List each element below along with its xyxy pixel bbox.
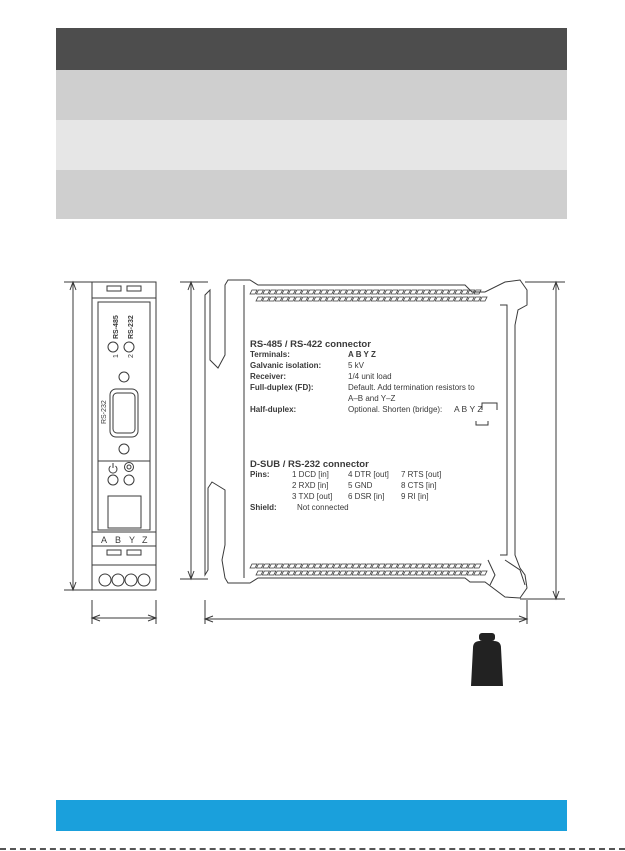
vent-slot: [371, 297, 378, 301]
vent-slot: [410, 297, 417, 301]
vent-slot: [371, 571, 378, 575]
vent-slot: [429, 571, 436, 575]
shield-key: Shield:: [250, 503, 277, 512]
pins-key: Pins:: [250, 470, 270, 479]
vent-slot: [352, 571, 359, 575]
pin-entry: 5 GND: [348, 481, 373, 490]
vent-slot: [384, 297, 391, 301]
vent-slot: [474, 571, 481, 575]
vent-slot: [416, 571, 423, 575]
vent-slot: [352, 297, 359, 301]
vent-slot: [346, 290, 353, 294]
vent-slot: [327, 564, 334, 568]
vent-slot: [468, 564, 475, 568]
vent-slot: [301, 564, 308, 568]
vent-slot: [422, 571, 429, 575]
vent-slot: [256, 571, 263, 575]
vent-slot: [333, 290, 340, 294]
vent-slot: [372, 290, 379, 294]
vent-slot: [422, 297, 429, 301]
led2-label: RS-232: [128, 315, 135, 339]
vent-slot: [384, 290, 391, 294]
dsub-title: D-SUB / RS-232 connector: [250, 459, 369, 470]
vent-slot: [262, 571, 269, 575]
vent-slot: [282, 297, 289, 301]
vent-slot: [397, 297, 404, 301]
vent-slot: [397, 290, 404, 294]
vent-slot: [308, 564, 315, 568]
vent-slot: [288, 571, 295, 575]
vent-slot: [320, 290, 327, 294]
vent-slot: [359, 564, 366, 568]
vent-slot: [448, 290, 455, 294]
vent-slot: [467, 297, 474, 301]
vent-slot: [333, 297, 340, 301]
pin-entry: 3 TXD [out]: [292, 492, 333, 501]
rs485-value: Optional. Shorten (bridge):: [348, 405, 443, 414]
vent-slot: [352, 290, 359, 294]
pin-entry: 9 RI [in]: [401, 492, 429, 501]
vent-slot: [404, 564, 411, 568]
vent-slot: [250, 564, 257, 568]
vent-slot: [326, 297, 333, 301]
vent-slot: [435, 571, 442, 575]
vent-slot: [467, 571, 474, 575]
vent-slot: [397, 564, 404, 568]
vent-slot: [403, 297, 410, 301]
vent-slot: [416, 290, 423, 294]
vent-slot: [307, 297, 314, 301]
vent-slot: [359, 290, 366, 294]
vent-slot: [448, 297, 455, 301]
vent-slot: [282, 564, 289, 568]
weight-icon: [471, 633, 503, 686]
vent-slot: [455, 290, 462, 294]
vent-slot: [288, 290, 295, 294]
vent-slot: [365, 564, 372, 568]
vent-slot: [461, 564, 468, 568]
vent-slot: [474, 564, 481, 568]
vent-slot: [448, 571, 455, 575]
vent-slot: [288, 297, 295, 301]
vent-slot: [384, 564, 391, 568]
vent-slot: [269, 571, 276, 575]
vent-slot: [282, 290, 289, 294]
rs485-title: RS-485 / RS-422 connector: [250, 339, 371, 350]
terminal-letter-a: A: [101, 535, 108, 545]
vent-slot: [410, 571, 417, 575]
vent-slot: [390, 297, 397, 301]
vent-slot: [314, 290, 321, 294]
vent-slot: [276, 290, 283, 294]
vent-slot: [256, 297, 263, 301]
vent-slot: [442, 571, 449, 575]
vent-slot: [378, 297, 385, 301]
vent-slot: [461, 297, 468, 301]
vent-slot: [307, 571, 314, 575]
vent-slot: [301, 290, 308, 294]
vent-slot: [346, 297, 353, 301]
vent-slot: [358, 297, 365, 301]
pin-entry: 4 DTR [out]: [348, 470, 389, 479]
vent-slot: [275, 571, 282, 575]
vent-slot: [429, 297, 436, 301]
led1-label: RS-485: [113, 315, 120, 339]
vent-slot: [378, 290, 385, 294]
vent-slot: [391, 564, 398, 568]
vent-slot: [358, 571, 365, 575]
vent-slot: [326, 571, 333, 575]
rs485-value: A–B and Y–Z: [348, 394, 396, 403]
vent-slot: [410, 290, 417, 294]
vent-slot: [263, 564, 270, 568]
vent-slot: [314, 297, 321, 301]
vent-slot: [416, 564, 423, 568]
vent-slot: [340, 290, 347, 294]
vent-slot: [314, 564, 321, 568]
vent-slot: [346, 564, 353, 568]
vent-slot: [301, 571, 308, 575]
vent-slot: [480, 571, 487, 575]
pin-entry: 6 DSR [in]: [348, 492, 385, 501]
vent-slot: [339, 297, 346, 301]
vent-slot: [378, 564, 385, 568]
rs485-value: 5 kV: [348, 361, 365, 370]
vent-slot: [410, 564, 417, 568]
vent-slot: [295, 564, 302, 568]
vent-slot: [352, 564, 359, 568]
pin-entry: 1 DCD [in]: [292, 470, 329, 479]
vent-slot: [474, 297, 481, 301]
rs485-key: Receiver:: [250, 372, 287, 381]
vent-slot: [442, 290, 449, 294]
rs485-value: A B Y Z: [348, 350, 376, 359]
shield-value: Not connected: [297, 503, 349, 512]
rs485-key: Terminals:: [250, 350, 290, 359]
vent-slot: [340, 564, 347, 568]
led2-number: 2: [128, 354, 135, 358]
vent-slot: [320, 297, 327, 301]
vent-slot: [308, 290, 315, 294]
settings-icon: [125, 463, 134, 472]
vent-slot: [275, 297, 282, 301]
led1-number: 1: [113, 354, 120, 358]
vent-slot: [327, 290, 334, 294]
vent-slot: [256, 564, 263, 568]
vent-slot: [404, 290, 411, 294]
rs485-value: Default. Add termination resistors to: [348, 383, 475, 392]
rs485-key: Half-duplex:: [250, 405, 297, 414]
terminal-letter-z: Z: [142, 535, 148, 545]
vent-slot: [294, 297, 301, 301]
bridge-letters: A B Y Z: [454, 404, 483, 414]
vent-slot: [436, 564, 443, 568]
vent-slot: [397, 571, 404, 575]
vent-slot: [429, 290, 436, 294]
vent-slot: [333, 571, 340, 575]
vent-slot: [436, 290, 443, 294]
vent-slot: [346, 571, 353, 575]
pin-entry: 8 CTS [in]: [401, 481, 437, 490]
vent-slot: [454, 297, 461, 301]
vent-slot: [435, 297, 442, 301]
terminal-letter-b: B: [115, 535, 122, 545]
page-cut-line: [0, 848, 625, 850]
vent-slot: [442, 297, 449, 301]
vent-slot: [365, 297, 372, 301]
vent-slot: [320, 571, 327, 575]
vent-slot: [480, 297, 487, 301]
vent-slot: [442, 564, 449, 568]
vent-slot: [269, 297, 276, 301]
vent-slot: [423, 290, 430, 294]
vent-slot: [416, 297, 423, 301]
vent-slot: [250, 290, 257, 294]
vent-slot: [429, 564, 436, 568]
footer-bar: [56, 800, 567, 831]
pin-entry: 7 RTS [out]: [401, 470, 442, 479]
vent-slot: [256, 290, 263, 294]
rs485-value: 1/4 unit load: [348, 372, 392, 381]
terminal-letter-y: Y: [129, 535, 136, 545]
vent-slot: [288, 564, 295, 568]
vent-slot: [294, 571, 301, 575]
vent-slot: [263, 290, 270, 294]
port-label: RS-232: [101, 400, 108, 424]
vent-slot: [448, 564, 455, 568]
vent-slot: [365, 290, 372, 294]
rs485-key: Full-duplex (FD):: [250, 383, 314, 392]
vent-slot: [269, 564, 276, 568]
vent-slot: [391, 290, 398, 294]
vent-slot: [403, 571, 410, 575]
vent-slot: [384, 571, 391, 575]
vent-slot: [423, 564, 430, 568]
vent-slot: [461, 290, 468, 294]
pin-entry: 2 RXD [in]: [292, 481, 329, 490]
vent-slot: [276, 564, 283, 568]
vent-slot: [314, 571, 321, 575]
vent-slot: [282, 571, 289, 575]
vent-slot: [372, 564, 379, 568]
vent-slot: [262, 297, 269, 301]
vent-slot: [455, 564, 462, 568]
vent-slot: [461, 571, 468, 575]
rs485-key: Galvanic isolation:: [250, 361, 322, 370]
vent-slot: [365, 571, 372, 575]
vent-slot: [295, 290, 302, 294]
vent-slot: [301, 297, 308, 301]
vent-slot: [269, 290, 276, 294]
vent-slot: [390, 571, 397, 575]
vent-slot: [378, 571, 385, 575]
vent-slot: [454, 571, 461, 575]
vent-slot: [333, 564, 340, 568]
power-icon: [109, 463, 117, 473]
vent-slot: [339, 571, 346, 575]
vent-slot: [320, 564, 327, 568]
